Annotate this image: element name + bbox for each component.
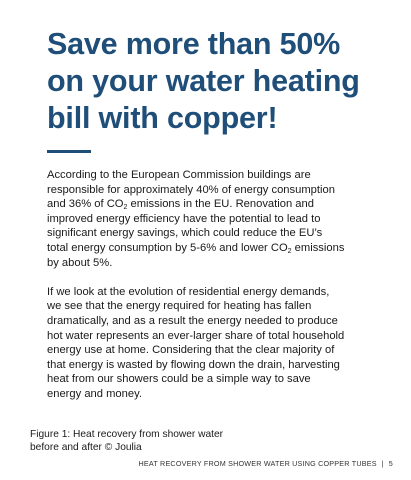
caption-line: Figure 1: Heat recovery from shower water — [30, 429, 224, 440]
text-line: hot water represents an ever-larger share of total household — [47, 329, 345, 342]
text-line: energy use at home. Considering that the clear majority of — [47, 344, 335, 357]
text-line: total energy consumption by 5-6% and lower $CO_2$ emissions — [47, 241, 345, 255]
text-line: If we look at the evolution of residential energy demands, — [47, 285, 330, 298]
text-line: we see that the energy required for heating has fallen — [47, 300, 312, 313]
caption-line: before and after © Joulia — [30, 442, 142, 453]
text-line: energy and money. — [47, 387, 142, 400]
title-line-1: Save more than 50% — [47, 27, 341, 61]
page-footer — [139, 459, 393, 468]
title-line-2: on your water heating — [47, 64, 360, 98]
text-line: improved energy efficiency have the potential to lead to — [47, 212, 321, 225]
page-number: 5 — [388, 459, 393, 468]
text-line: dramatically, and as a result the energy needed to produce — [47, 314, 338, 327]
running-title: HEAT RECOVERY FROM SHOWER WATER USING COPPER TUBES — [138, 459, 377, 468]
text-line: and 36% of $CO_2$ emissions in the EU. Renovation and — [47, 198, 314, 212]
text-line: heat from our showers could be a simple way to save — [47, 373, 311, 386]
text-line: that energy is wasted by flowing down the drain, harvesting — [47, 358, 340, 371]
footer-separator: | — [381, 459, 384, 468]
paragraph-1 — [47, 168, 387, 270]
page-title — [47, 26, 397, 137]
title-line-3: bill with copper! — [47, 101, 278, 135]
text-line: significant energy savings, which could reduce the EU’s — [47, 227, 323, 240]
figure-caption — [30, 428, 250, 454]
text-line: by about 5%. — [47, 256, 113, 269]
text-line: responsible for approximately 40% of energy consumption — [47, 183, 335, 196]
paragraph-2 — [47, 285, 387, 402]
body-text — [47, 168, 387, 402]
title-divider — [47, 150, 91, 153]
text-line: According to the European Commission buildings are — [47, 169, 311, 181]
